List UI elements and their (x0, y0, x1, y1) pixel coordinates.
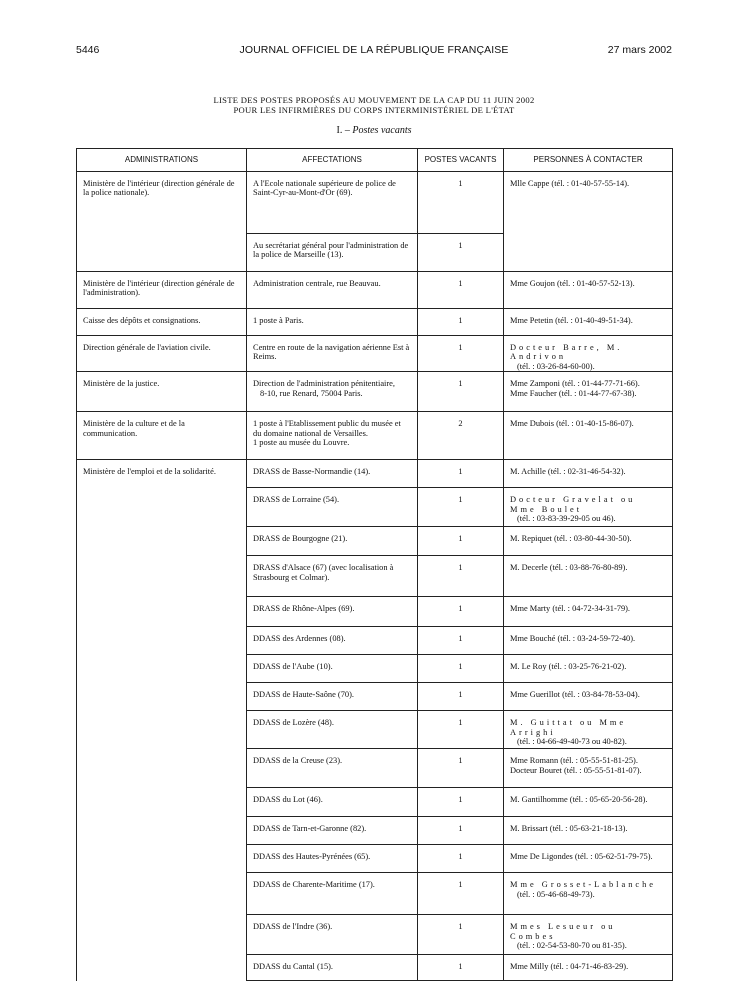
table-row (77, 272, 673, 309)
contact-line: Docteur Gravelat ou Mme Boulet (510, 495, 636, 514)
postes-cell: 1 (418, 172, 504, 234)
postes-cell: 1 (418, 336, 504, 372)
postes-cell: 1 (418, 234, 504, 272)
contact-line: Docteur Barre, M. Andrivon (510, 343, 623, 362)
affectation-cell: DDASS de Charente-Maritime (17). (247, 873, 418, 915)
contact-cell (504, 597, 673, 627)
section-number: I. – (336, 125, 350, 136)
contact-cell (504, 336, 673, 372)
affectation-cell: DRASS de Basse-Normandie (14). (247, 460, 418, 488)
contact-cell: Mme Goujon (tél. : 01-40-57-52-13). (504, 272, 673, 309)
contact-line: Mme Milly (tél. : 04-71-46-83-29). (510, 962, 629, 972)
contact-cell (504, 488, 673, 527)
postes-cell: 2 (418, 412, 504, 460)
admin-cell: Ministère de l'emploi et de la solidarité. (77, 460, 247, 981)
contact-line: M. Brissart (tél. : 05-63-21-18-13). (510, 824, 628, 834)
postes-cell: 1 (418, 683, 504, 711)
contact-line: Mme Zamponi (tél. : 01-44-77-71-66). (510, 379, 640, 389)
postes-cell: 1 (418, 845, 504, 873)
table-row (77, 460, 673, 488)
admin-cell: Ministère de l'intérieur (direction générale de l'administration). (77, 272, 247, 309)
table-row (77, 309, 673, 336)
postes-cell: 1 (418, 597, 504, 627)
contact-line: Docteur Bouret (tél. : 05-55-51-81-07). (510, 765, 642, 775)
admin-cell: Direction générale de l'aviation civile. (77, 336, 247, 372)
contact-cell (504, 873, 673, 915)
affectation-cell: DDASS du Lot (46). (247, 788, 418, 817)
contact-line: (tél. : 04-66-49-40-73 ou 40-82). (517, 737, 627, 747)
admin-cell: Ministère de la culture et de la communication. (77, 412, 247, 460)
emploi-rows (77, 460, 673, 981)
admin-cell: Ministère de l'intérieur (direction générale de la police nationale). (77, 172, 247, 272)
contact-line: M. Gantilhomme (tél. : 05-65-20-56-28). (510, 795, 648, 805)
page-number: 5446 (76, 44, 100, 56)
contact-cell (504, 372, 673, 412)
contact-cell (504, 627, 673, 655)
contact-cell (504, 749, 673, 788)
affectation-cell: DDASS des Hautes-Pyrénées (65). (247, 845, 418, 873)
contact-line: Mme Guerillot (tél. : 03-84-78-53-04). (510, 690, 640, 700)
admin-cell: Caisse des dépôts et consignations. (77, 309, 247, 336)
contact-line: Mme Bouché (tél. : 03-24-59-72-40). (510, 634, 636, 644)
contact-cell (504, 845, 673, 873)
postes-cell: 1 (418, 372, 504, 412)
postes-cell: 1 (418, 272, 504, 309)
contact-cell: Mme Dubois (tél. : 01-40-15-86-07). (504, 412, 673, 460)
contact-line: (tél. : 03-83-39-29-05 ou 46). (517, 514, 616, 524)
header-administrations: ADMINISTRATIONS (77, 149, 247, 172)
table-header-row (77, 149, 673, 172)
affectation-cell: DDASS de la Creuse (23). (247, 749, 418, 788)
contact-line: (tél. : 05-46-68-49-73). (517, 889, 595, 899)
postes-cell: 1 (418, 915, 504, 955)
affectation-cell: DRASS de Rhône-Alpes (69). (247, 597, 418, 627)
contact-line: Mmes Lesueur ou Combes (510, 922, 616, 941)
publication-date: 27 mars 2002 (607, 44, 672, 56)
title-line-2: POUR LES INFIRMIÈRES DU CORPS INTERMINISTÉRIEL DE L'ÉTAT (233, 105, 515, 115)
contact-cell (504, 817, 673, 845)
contact-line: (tél. : 02-54-53-80-70 ou 81-35). (517, 941, 627, 951)
contact-cell: Mlle Cappe (tél. : 01-40-57-55-14). (504, 172, 673, 272)
affectation-line: 1 poste à l'Etablissement public du musée et du domaine national de Versailles. (253, 419, 401, 438)
section-label: Postes vacants (352, 125, 412, 136)
affectation-cell: DRASS de Bourgogne (21). (247, 527, 418, 556)
contact-line: M. Repiquet (tél. : 03-80-44-30-50). (510, 534, 632, 544)
section-heading (0, 125, 748, 136)
postes-cell: 1 (418, 309, 504, 336)
contact-line: (tél. : 03-26-84-60-00). (517, 361, 595, 371)
table-row (77, 172, 673, 234)
contact-line: Mme Grosset-Lablanche (510, 880, 657, 890)
contact-cell (504, 788, 673, 817)
affectation-cell: DDASS de Tarn-et-Garonne (82). (247, 817, 418, 845)
affectation-cell: A l'Ecole nationale supérieure de police de Saint-Cyr-au-Mont-d'Or (69). (247, 172, 418, 234)
contact-line: Mme Faucher (tél. : 01-44-77-67-38). (510, 388, 637, 398)
postes-cell: 1 (418, 711, 504, 749)
affectation-cell: DDASS de l'Indre (36). (247, 915, 418, 955)
affectation-cell: Au secrétariat général pour l'administration de la police de Marseille (13). (247, 234, 418, 272)
header-personnes: PERSONNES À CONTACTER (504, 149, 673, 172)
affectation-cell: 1 poste à Paris. (247, 309, 418, 336)
postes-cell: 1 (418, 556, 504, 597)
affectation-line: Direction de l'administration pénitentiaire, (253, 379, 395, 389)
contact-line: M. Achille (tél. : 02-31-46-54-32). (510, 467, 626, 477)
contact-cell: Mme Petetin (tél. : 01-40-49-51-34). (504, 309, 673, 336)
contact-line: M. Decerle (tél. : 03-88-76-80-89). (510, 563, 628, 573)
header-affectations: AFFECTATIONS (247, 149, 418, 172)
affectation-cell: DRASS d'Alsace (67) (avec localisation à Strasbourg et Colmar). (247, 556, 418, 597)
affectation-cell: DRASS de Lorraine (54). (247, 488, 418, 527)
postes-cell: 1 (418, 488, 504, 527)
contact-cell (504, 655, 673, 683)
affectation-cell: DDASS de Lozère (48). (247, 711, 418, 749)
contact-cell (504, 955, 673, 981)
header-postes-vacants: POSTES VACANTS (418, 149, 504, 172)
affectation-line: 1 poste au musée du Louvre. (253, 438, 350, 448)
contact-line: Mme Romann (tél. : 05-55-51-81-25). (510, 756, 638, 766)
affectation-line: 8-10, rue Renard, 75004 Paris. (260, 388, 363, 398)
title-line-1: LISTE DES POSTES PROPOSÉS AU MOUVEMENT DE LA CAP DU 11 JUIN 2002 (213, 95, 535, 105)
affectation-cell (247, 372, 418, 412)
contact-line: M. Guittat ou Mme Arrighi (510, 718, 627, 737)
affectation-cell (247, 412, 418, 460)
postes-cell: 1 (418, 627, 504, 655)
affectation-cell: DDASS des Ardennes (08). (247, 627, 418, 655)
affectation-cell: DDASS du Cantal (15). (247, 955, 418, 981)
postes-cell: 1 (418, 655, 504, 683)
contact-line: M. Le Roy (tél. : 03-25-76-21-02). (510, 662, 627, 672)
postes-cell: 1 (418, 788, 504, 817)
table-row (77, 336, 673, 372)
affectation-cell: Administration centrale, rue Beauvau. (247, 272, 418, 309)
affectation-cell: DDASS de Haute-Saône (70). (247, 683, 418, 711)
postes-cell: 1 (418, 460, 504, 488)
table-row (77, 372, 673, 412)
admin-cell: Ministère de la justice. (77, 372, 247, 412)
contact-cell (504, 556, 673, 597)
table-row (77, 412, 673, 460)
postes-table (76, 148, 673, 981)
contact-line: Mme Marty (tél. : 04-72-34-31-79). (510, 604, 631, 614)
affectation-cell: DDASS de l'Aube (10). (247, 655, 418, 683)
postes-cell: 1 (418, 527, 504, 556)
affectation-cell: Centre en route de la navigation aérienne Est à Reims. (247, 336, 418, 372)
postes-cell: 1 (418, 955, 504, 981)
document-title (0, 95, 748, 115)
contact-cell (504, 460, 673, 488)
postes-cell: 1 (418, 749, 504, 788)
contact-line: Mme De Ligondes (tél. : 05-62-51-79-75). (510, 852, 653, 862)
contact-cell (504, 683, 673, 711)
journal-title: JOURNAL OFFICIEL DE LA RÉPUBLIQUE FRANÇAISE (239, 44, 509, 56)
contact-cell (504, 527, 673, 556)
postes-cell: 1 (418, 817, 504, 845)
contact-cell (504, 915, 673, 955)
postes-cell: 1 (418, 873, 504, 915)
contact-cell (504, 711, 673, 749)
page-header (76, 44, 672, 60)
